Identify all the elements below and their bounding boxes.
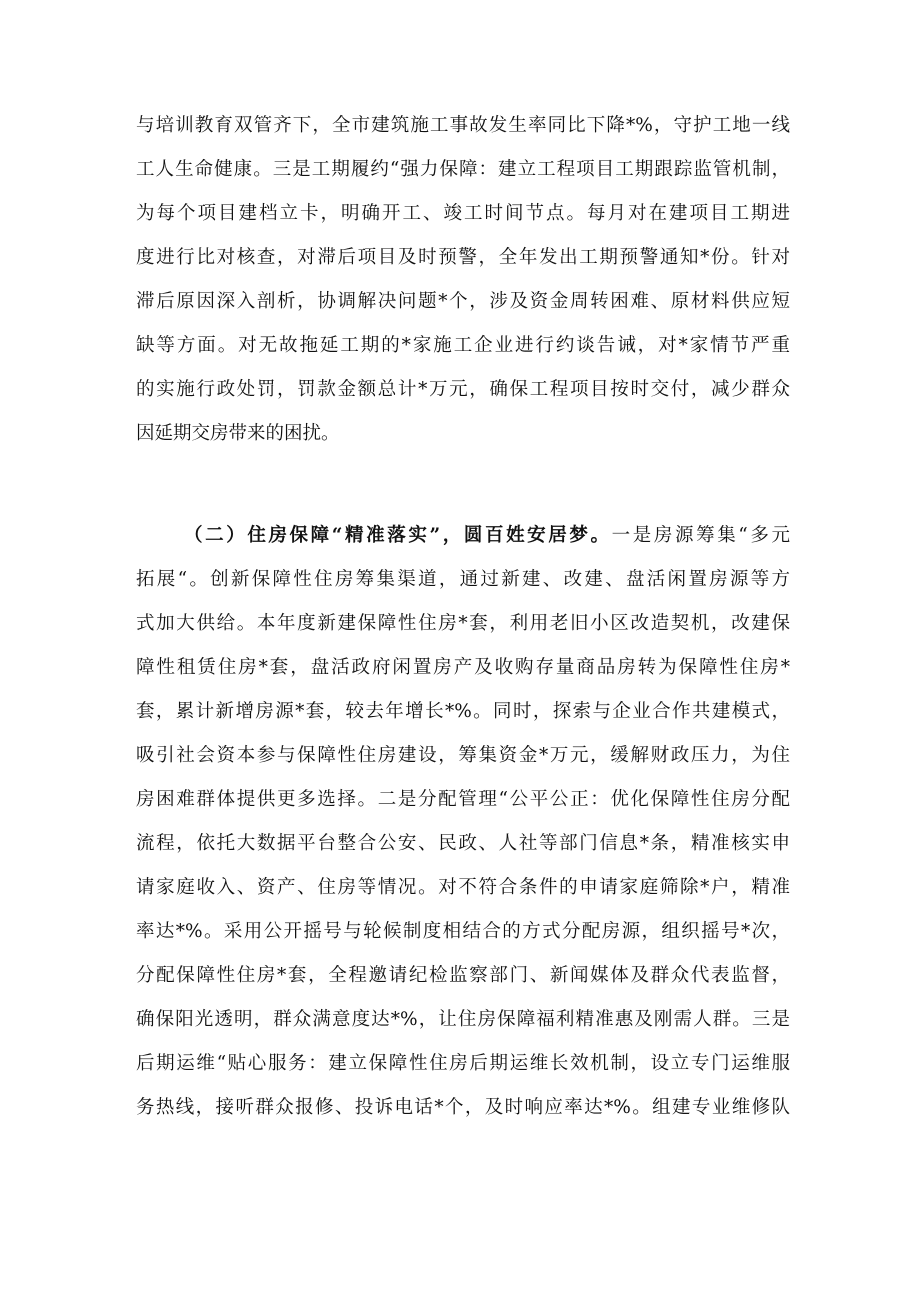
text-line: 率达*%。采用公开摇号与轮候制度相结合的方式分配房源，组织摇号*次， [136,921,790,942]
text-line: 工人生命健康。三是工期履约“强力保障：建立工程项目工期跟踪监管机制， [136,159,790,180]
text-line: 因延期交房带来的困扰。 [136,423,340,444]
text-line: 分配保障性住房*套，全程邀请纪检监察部门、新闻媒体及群众代表监督， [136,965,790,986]
text-line: 后期运维“贴心服务：建立保障性住房后期运维长效机制，设立专门运维服 [136,1053,790,1074]
text-line: 流程，依托大数据平台整合公安、民政、人社等部门信息*条，精准核实申 [136,833,790,854]
section-heading: （二）住房保障“精准落实”，圆百姓安居梦。 [184,525,612,546]
text-line: 确保阳光透明，群众满意度达*%，让住房保障福利精准惠及刚需人群。三是 [136,1009,790,1030]
heading-line-rest: 一是房源筹集“多元 [611,525,790,546]
text-line: 吸引社会资本参与保障性住房建设，筹集资金*万元，缓解财政压力，为住 [136,745,790,766]
text-line: 为每个项目建档立卡，明确开工、竣工时间节点。每月对在建项目工期进 [136,203,790,224]
text-line [136,1130,790,1174]
text-line: 障性租赁住房*套，盘活政府闲置房产及收购存量商品房转为保障性住房* [136,657,790,678]
text-line: 务热线，接听群众报修、投诉电话*个，及时响应率达*%。组建专业维修队 [136,1097,790,1118]
text-line: 与培训教育双管齐下，全市建筑施工事故发生率同比下降*%，守护工地一线 [136,115,790,136]
text-line: 缺等方面。对无故拖延工期的*家施工企业进行约谈告诫，对*家情节严重 [136,335,790,356]
paragraph-construction-safety [136,104,790,456]
text-line: 度进行比对核查，对滞后项目及时预警，全年发出工期预警通知*份。针对 [136,247,790,268]
text-line: 请家庭收入、资产、住房等情况。对不符合条件的申请家庭筛除*户，精准 [136,877,790,898]
text-line: 拓展“。创新保障性住房筹集渠道，通过新建、改建、盘活闲置房源等方 [136,569,790,590]
text-line: 式加大供给。本年度新建保障性住房*套，利用老旧小区改造契机，改建保 [136,613,790,634]
text-line: 房困难群体提供更多选择。二是分配管理“公平公正：优化保障性住房分配 [136,789,790,810]
heading-line [136,514,790,558]
text-line: 的实施行政处罚，罚款金额总计*万元，确保工程项目按时交付，减少群众 [136,379,790,400]
text-line: 套，累计新增房源*套，较去年增长*%。同时，探索与企业合作共建模式， [136,701,790,722]
text-line: 滞后原因深入剖析，协调解决问题*个，涉及资金周转困难、原材料供应短 [136,291,790,312]
paragraph-housing-security [136,514,790,1174]
